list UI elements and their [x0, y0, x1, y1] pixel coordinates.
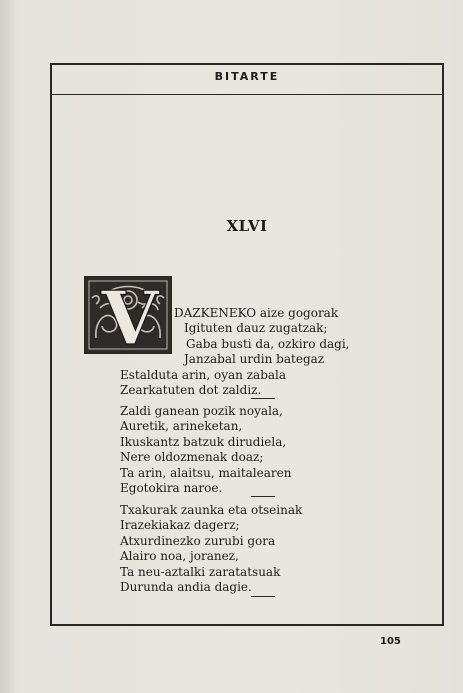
verse-line: Gaba busti da, ozkiro dagi,	[186, 336, 350, 351]
verse-line: Durunda andia dagie.	[120, 580, 252, 595]
stanza-divider	[251, 596, 275, 597]
verse-line: DAZKENEKO aize gogorak	[174, 306, 339, 320]
verse-line: Zearkatuten dot zaldiz.	[120, 383, 262, 398]
verse-line: Ta neu-aztalki zaratatsuak	[120, 564, 281, 579]
verse-line: Estalduta arin, oyan zabala	[120, 367, 287, 382]
stanza-divider	[251, 496, 275, 497]
stanza-1	[120, 306, 420, 398]
verse-line: Nere oldozmenak doaz;	[120, 450, 264, 465]
verse-line: Alairo noa, joranez,	[120, 549, 239, 564]
verse-line: Auretik, arineketan,	[120, 419, 243, 434]
verse-line: Txakurak zaunka eta otseinak	[120, 503, 303, 517]
verse-line: Egotokira naroe.	[120, 481, 223, 496]
verse-line: Igituten dauz zugatzak;	[184, 321, 328, 336]
page-number: 105	[380, 636, 401, 647]
stanza-divider	[251, 398, 275, 399]
stanza-3	[120, 503, 420, 595]
verse-line: Atxurdinezko zurubi gora	[120, 533, 276, 548]
verse-line: Zaldi ganean pozik noyala,	[120, 404, 283, 418]
stanza-2	[120, 404, 420, 496]
running-head: BITARTE	[214, 70, 280, 83]
dropcap-letter: V	[101, 278, 159, 352]
verse-line: Ikuskantz batzuk dirudiela,	[120, 434, 287, 449]
verse-line: Janzabal urdin bategaz	[184, 352, 325, 367]
verse-line: Irazekiakaz dagerz;	[120, 518, 240, 533]
chapter-number: XLVI	[226, 217, 268, 235]
verse-line: Ta arin, alaitsu, maitalearen	[120, 465, 292, 480]
header-rule	[52, 94, 442, 95]
